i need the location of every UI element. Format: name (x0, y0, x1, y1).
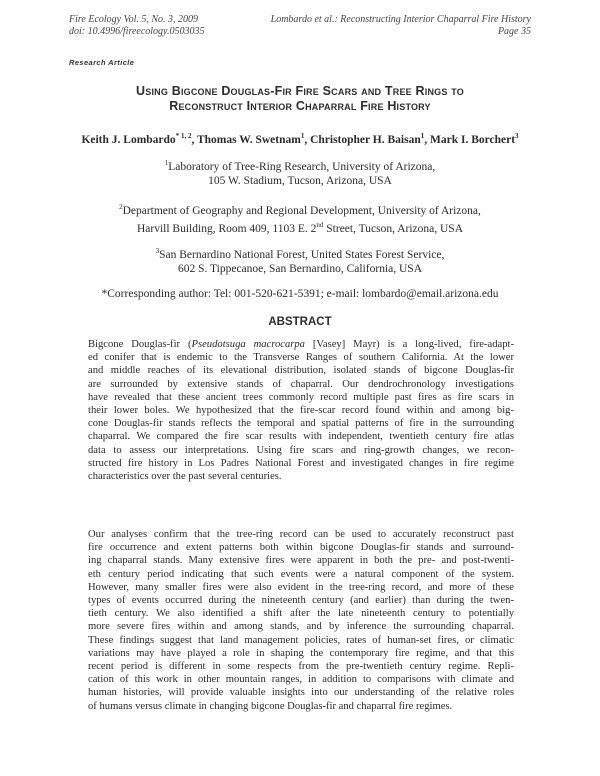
running-title: Lombardo et al.: Reconstructing Interior Chaparral Fire History (270, 14, 531, 25)
abstract-line: and middle reaches of its elevational distribution, isolated stands of bigcone Douglas-fir (88, 365, 514, 377)
species-name: Pseudotsuga macrocarpa (191, 339, 305, 350)
abstract-line: recent period is different in some respects from the pre-twentieth century regime. Repli- (88, 661, 514, 673)
abstract-line: eth century period indicating that such events were a natural component of the system. (88, 568, 514, 580)
abstract-line: types of events occurred during the nineteenth century (and earlier) than during the twen- (88, 595, 514, 607)
abstract-line: tieth century. We also identified a shift after the late nineteenth century to potentially (88, 608, 514, 620)
author-affiliation-mark: 1 (300, 132, 305, 140)
affiliation-mark: 3 (155, 247, 160, 255)
abstract-heading: ABSTRACT (268, 316, 332, 328)
corresponding-author: *Corresponding author: Tel: 001-520-621-5391; e-mail: lombardo@email.arizona.edu (101, 288, 499, 300)
abstract-line: of humans versus climate in changing bigcone Douglas-fir and chaparral fire regimes. (88, 700, 453, 712)
abstract-paragraph-2 (88, 528, 514, 713)
author-name: Mark I. Borchert (429, 133, 516, 146)
abstract-line: data to assess our interpretations. Using fire scars and ring-growth changes, we recon- (88, 444, 514, 456)
affiliation-mark: 1 (164, 159, 169, 167)
abstract-line: Our analyses confirm that the tree-ring record can be used to accurately reconstruct past (88, 529, 514, 540)
abstract-paragraph-1 (88, 338, 514, 483)
abstract-line: variations may have played a role in shaping the contemporary fire regime, and that this (88, 647, 514, 659)
affiliation-line: Harvill Building, Room 409, 1103 E. 2 (136, 223, 317, 236)
abstract-line: Bigcone Douglas-fir (Pseudotsuga macrocarpa [Vasey] Mayr) is a long-lived, fire-adapt- (88, 339, 514, 350)
journal-citation (69, 14, 204, 38)
article-type: Research Article (69, 58, 135, 67)
affiliation-line: Department of Geography and Regional Development, University of Arizona, (122, 204, 481, 217)
author-name: Christopher H. Baisan (310, 133, 421, 146)
author-affiliation-mark: 1 (420, 132, 425, 140)
affiliation-line: 105 W. Stadium, Tucson, Arizona, USA (208, 175, 392, 188)
page-number: Page 35 (497, 26, 531, 37)
abstract-line: human histories, will provide valuable insights into our understanding of the relative roles (88, 687, 514, 699)
abstract-line: have revealed that these ancient trees commonly record multiple past fires as fire scars in (88, 391, 514, 403)
affiliation-line: San Bernardino National Forest, United States Forest Service, (159, 248, 445, 261)
abstract-line: structed fire history in Los Padres National Forest and investigated changes in fire regime (88, 457, 514, 469)
author-name: Thomas W. Swetnam (196, 133, 301, 146)
affiliation-3 (40, 244, 560, 277)
abstract-line: ing chaparral stands. Many extensive fires were apparent in both the pre- and post-twenti- (88, 555, 514, 567)
abstract-line: more severe fires within and among stands, and by inference the surrounding chaparral. (88, 621, 514, 633)
running-header (271, 14, 531, 38)
affiliation-line: Street, Tucson, Arizona, USA (323, 223, 464, 236)
affiliation-1 (40, 156, 560, 189)
journal-volume: Fire Ecology Vol. 5, No. 3, 2009 (69, 14, 199, 25)
author-separator: , (191, 133, 197, 146)
author-affiliation-mark: * 1, 2 (175, 132, 192, 140)
title-line-2: Reconstruct Interior Chaparral Fire History (169, 99, 431, 113)
abstract-line: their lower boles. We hypothesized that the fire-scar record found within and among big- (88, 405, 514, 417)
abstract-line: These findings suggest that land management policies, rates of human-set fires, or climatic (88, 634, 514, 646)
author-separator: , (424, 133, 430, 146)
abstract-line: chaparral. We compared the fire scar results with independent, twentieth century fire atlas (88, 431, 514, 443)
affiliation-line: Laboratory of Tree-Ring Research, University of Arizona, (168, 160, 436, 173)
paper-title (60, 84, 540, 114)
abstract-line: characteristics over the past several centuries. (88, 471, 282, 483)
ordinal-suffix: nd (316, 221, 324, 230)
affiliation-line: 602 S. Tippecanoe, San Bernardino, California, USA (177, 263, 423, 276)
author-affiliation-mark: 3 (515, 132, 519, 140)
abstract-line: fire occurrence and extent patterns both within bigcone Douglas-fir stands and surround- (88, 542, 514, 554)
author-separator: , (304, 133, 311, 146)
affiliation-mark: 2 (119, 203, 123, 211)
title-line-1: Using Bigcone Douglas-Fir Fire Scars and Tree Rings to (136, 84, 464, 98)
affiliation-2 (40, 200, 560, 237)
abstract-line: cone Douglas-fir stands reflects the temporal and spatial patterns of fire in the surrounding (88, 418, 514, 430)
author-name: Keith J. Lombardo (81, 133, 176, 146)
author-list (40, 132, 560, 146)
abstract-line: are surrounded by extensive stands of chaparral. Our dendrochronology investigations (88, 378, 514, 390)
abstract-line: ed conifer that is endemic to the Transverse Ranges of southern California. At the lower (88, 352, 514, 364)
doi: doi: 10.4996/fireecology.0503035 (69, 26, 205, 37)
abstract-line: cation of this work in other mountain ranges, in addition to comparisons with climate and (88, 674, 514, 686)
abstract-line: However, many smaller fires were also evident in the tree-ring record, and more of these (88, 581, 514, 593)
